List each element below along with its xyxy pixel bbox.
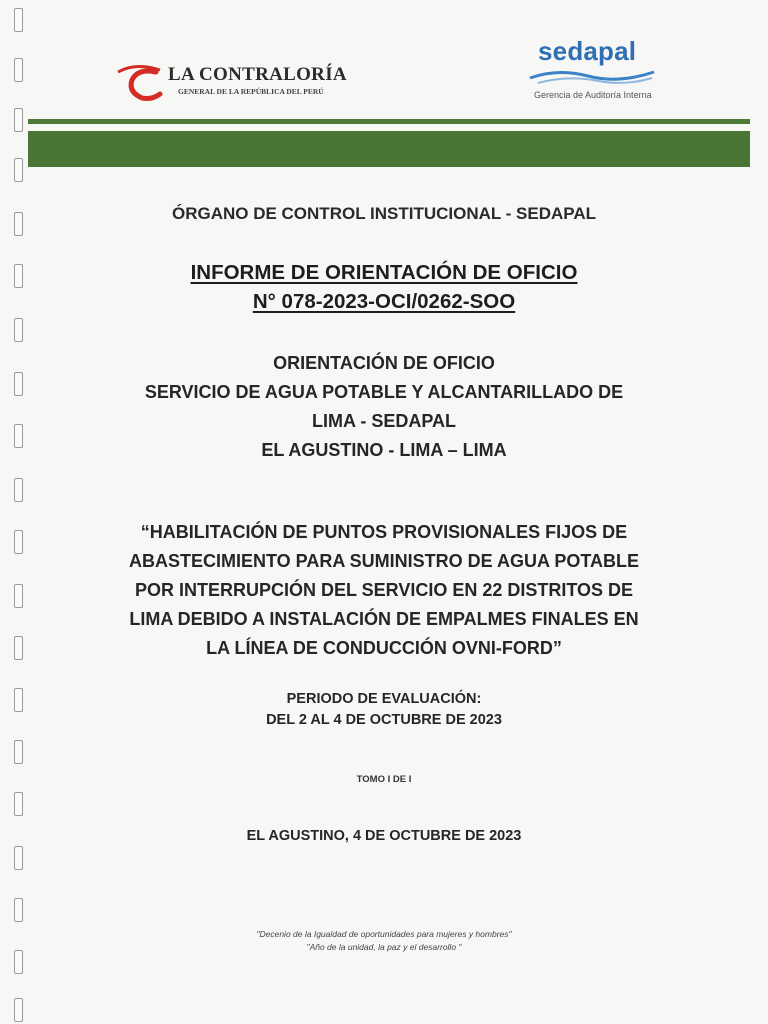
binder-hole (14, 998, 23, 1022)
binder-hole (14, 158, 23, 182)
contraloria-subtitle: GENERAL DE LA REPÚBLICA DEL PERÚ (178, 87, 324, 96)
binder-hole (14, 792, 23, 816)
periodo-range: DEL 2 AL 4 DE OCTUBRE DE 2023 (266, 712, 502, 728)
binder-hole (14, 846, 23, 870)
subject-line: “HABILITACIÓN DE PUNTOS PROVISIONALES FIJOS DE (140, 522, 628, 542)
sedapal-department: Gerencia de Auditoría Interna (534, 90, 652, 100)
subject-block (0, 518, 768, 663)
header-band-thin (28, 119, 750, 124)
binder-hole (14, 58, 23, 82)
subject-line: POR INTERRUPCIÓN DEL SERVICIO EN 22 DISTRITOS DE (134, 580, 634, 600)
lemas-block (0, 928, 768, 954)
binder-hole (14, 898, 23, 922)
binder-hole (14, 8, 23, 32)
orientacion-line: LIMA - SEDAPAL (312, 411, 456, 431)
sedapal-wave-icon (528, 66, 658, 86)
sedapal-logo (526, 36, 666, 106)
binder-hole (14, 108, 23, 132)
lema-line: "Decenio de la Igualdad de oportunidades para mujeres y hombres" (256, 929, 512, 939)
lema-line: "Año de la unidad, la paz y el desarrollo " (306, 942, 462, 952)
binder-hole (14, 740, 23, 764)
orientacion-line: SERVICIO DE AGUA POTABLE Y ALCANTARILLADO DE (144, 382, 624, 402)
periodo-label: PERIODO DE EVALUACIÓN: (286, 691, 482, 707)
organo-title: ÓRGANO DE CONTROL INSTITUCIONAL - SEDAPAL (171, 204, 597, 223)
informe-title: INFORME DE ORIENTACIÓN DE OFICIO (190, 261, 578, 284)
informe-number: N° 078-2023-OCI/0262-SOO (252, 290, 516, 313)
orientacion-block (0, 349, 768, 465)
binder-hole (14, 318, 23, 342)
periodo-block (0, 689, 768, 731)
fecha-line: EL AGUSTINO, 4 DE OCTUBRE DE 2023 (246, 828, 522, 844)
orientacion-line: EL AGUSTINO - LIMA – LIMA (261, 440, 507, 460)
subject-line: LA LÍNEA DE CONDUCCIÓN OVNI-FORD” (206, 638, 562, 658)
subject-line: LIMA DEBIDO A INSTALACIÓN DE EMPALMES FINALES EN (129, 609, 639, 629)
header-band (28, 131, 750, 167)
informe-heading (0, 258, 768, 316)
orientacion-line: ORIENTACIÓN DE OFICIO (273, 353, 495, 373)
subject-line: ABASTECIMIENTO PARA SUMINISTRO DE AGUA POTABLE (128, 551, 639, 571)
contraloria-logo (116, 60, 346, 104)
tomo-label: TOMO I DE I (356, 774, 412, 785)
sedapal-brand: sedapal (538, 36, 637, 66)
contraloria-emblem-icon (116, 62, 166, 102)
binder-hole (14, 478, 23, 502)
contraloria-name: LA CONTRALORÍA (168, 64, 347, 85)
